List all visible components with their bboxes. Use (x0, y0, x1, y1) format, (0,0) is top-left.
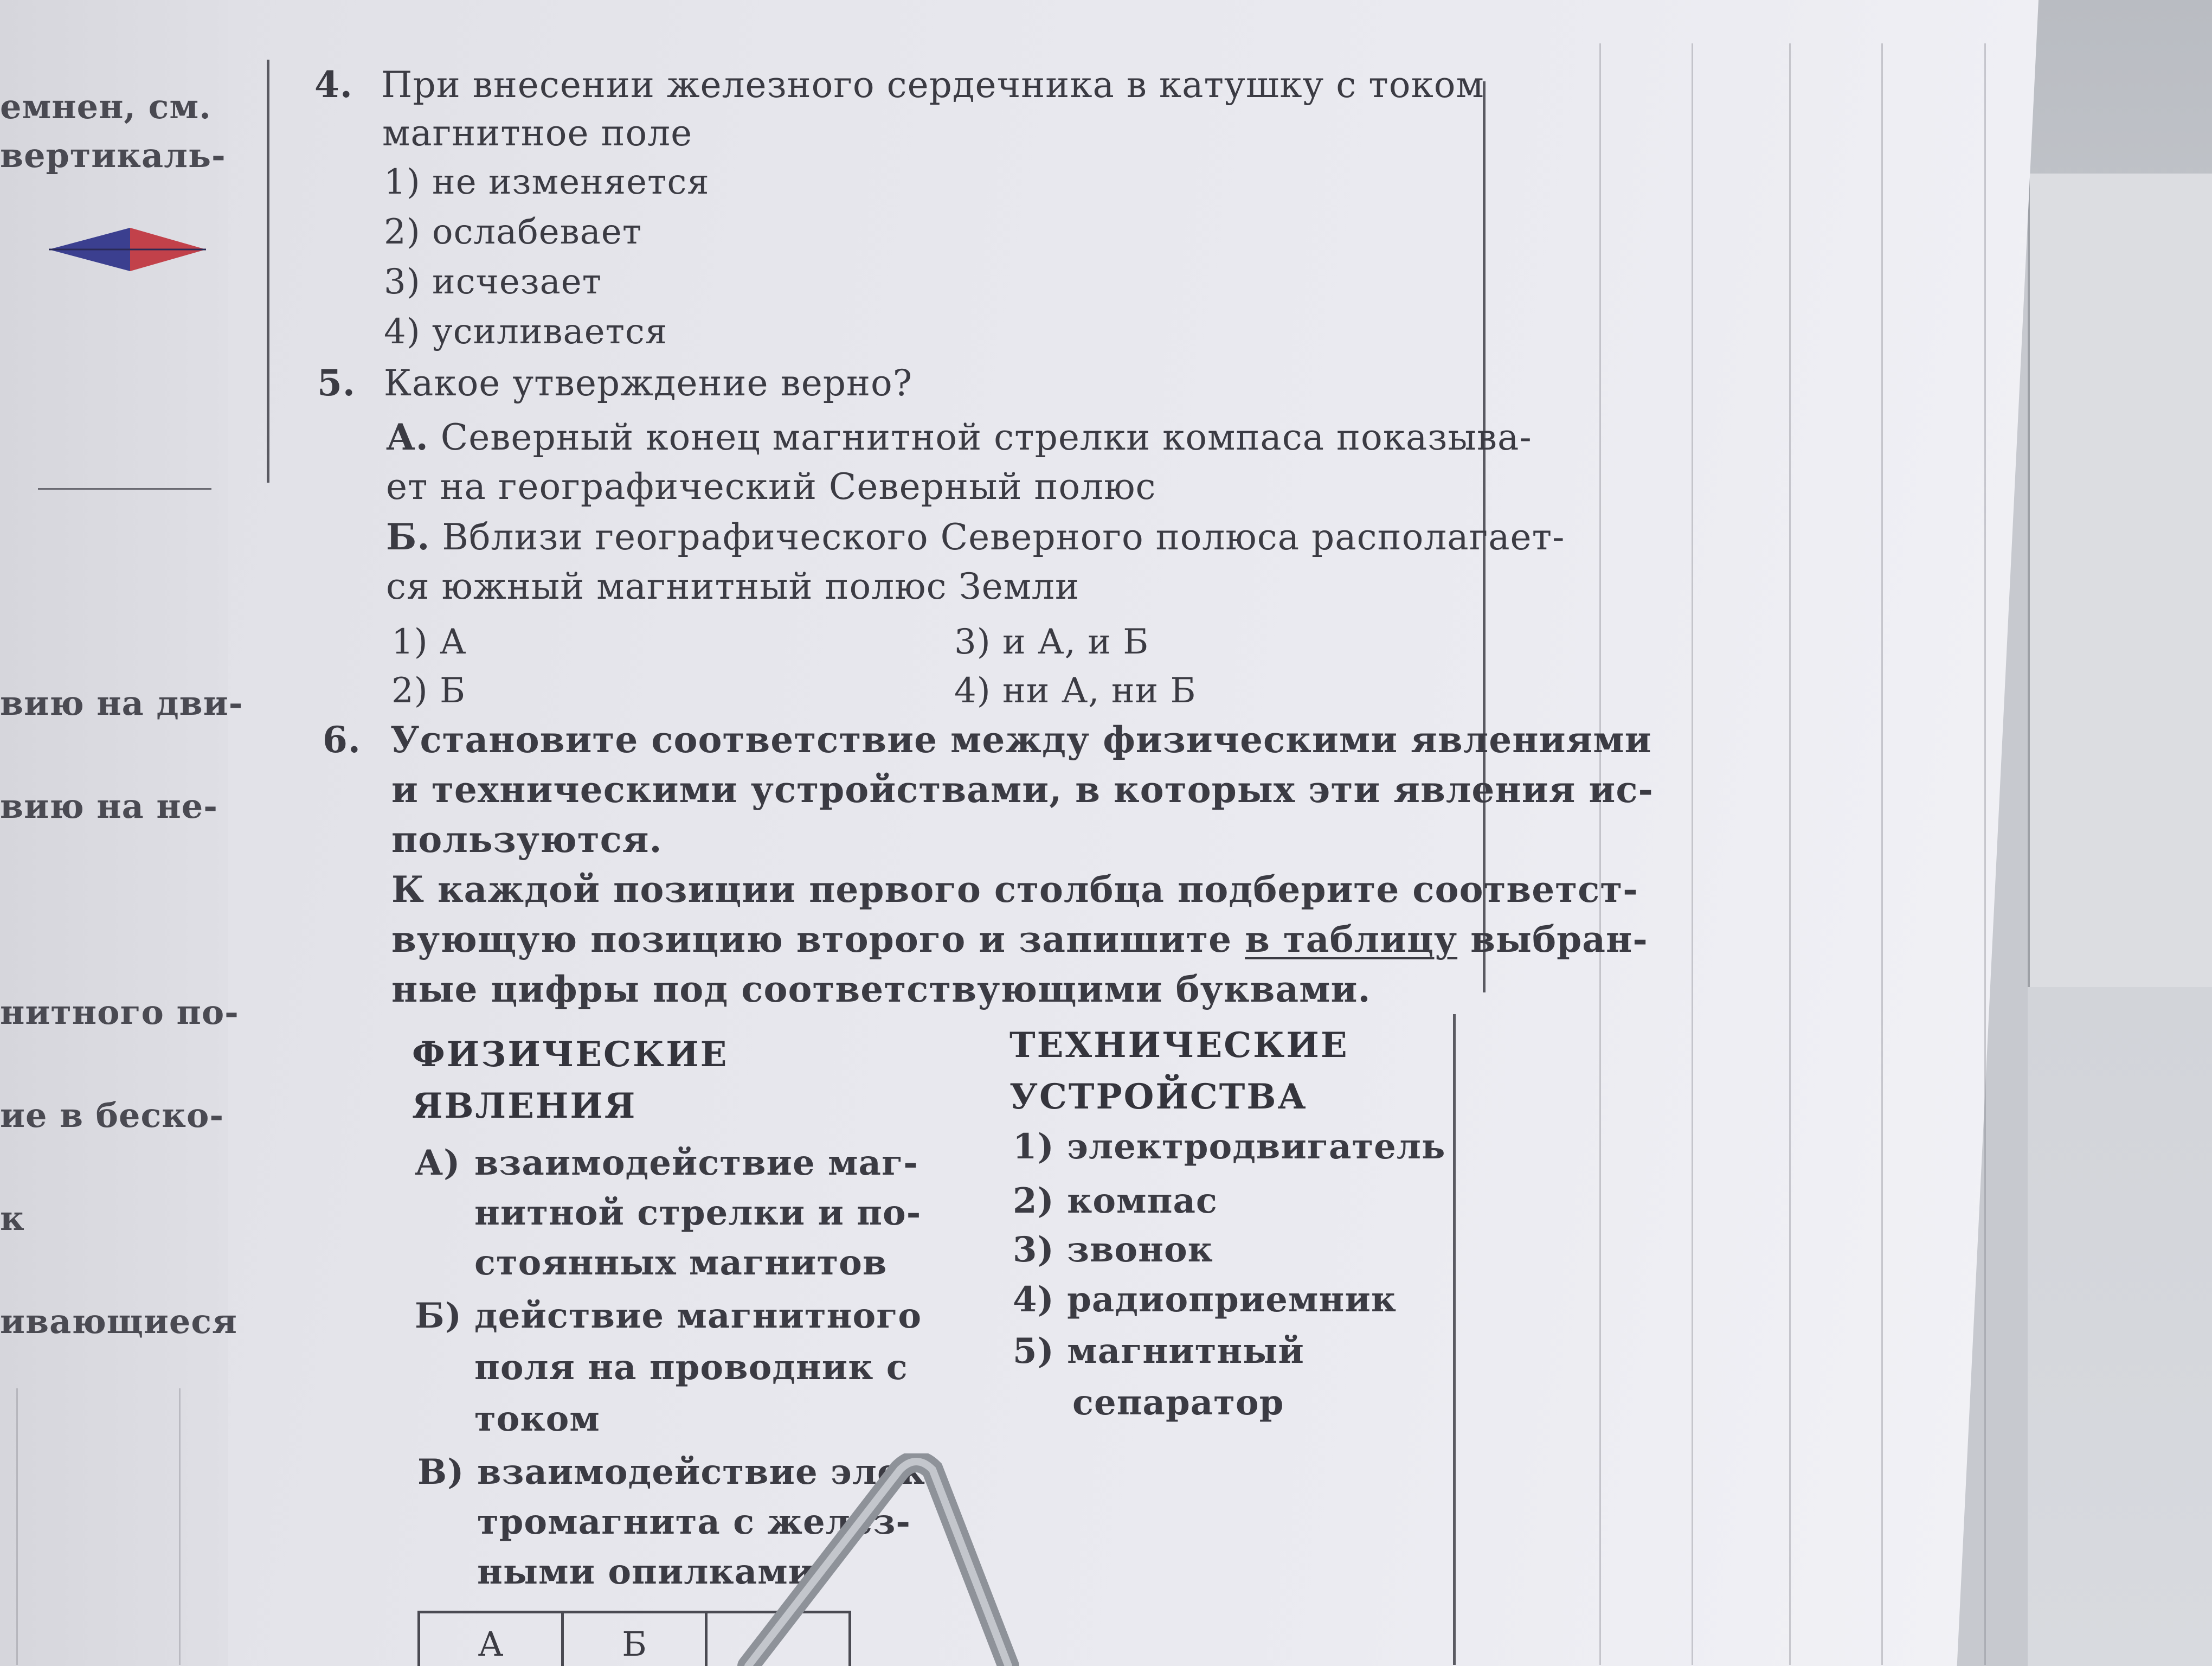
q6-line2: и техническими устройствами, в которых эти явления ис- (391, 768, 1654, 811)
page-fold-line (267, 60, 269, 483)
device-item: 1) электродвигатель (1013, 1126, 1446, 1167)
device-item: 2) компас (1013, 1181, 1218, 1221)
grid-line (1692, 43, 1693, 1665)
grid-line (1599, 43, 1601, 1665)
instruction-text: вующую позицию второго и запишите (391, 918, 1245, 960)
phenomenon-text: взаимодействие маг- (474, 1143, 918, 1183)
q6-instruction-1: К каждой позиции первого столбца подберите соответст- (391, 868, 1638, 911)
phenomenon-text: ными опилками (477, 1552, 815, 1592)
q5-statement-b-cont: ся южный магнитный полюс Земли (386, 566, 1079, 607)
grid-line (1984, 43, 1986, 1665)
grid-line (1881, 43, 1883, 1665)
compass-needle-icon (49, 217, 211, 282)
grid-line (179, 1388, 181, 1665)
phenomenon-label: Б) (415, 1296, 462, 1336)
q4-option: 2) ослабевает (384, 212, 642, 252)
devices-heading-2: УСТРОЙСТВА (1009, 1077, 1308, 1117)
grid-line (1789, 43, 1791, 1665)
grid-line (16, 1388, 18, 1665)
statement-b-text: Вблизи географического Северного полюса располагает- (442, 516, 1565, 558)
instruction-text: выбран- (1457, 918, 1648, 960)
q5-number: 5. (317, 362, 356, 404)
q4-option: 3) исчезает (384, 262, 602, 302)
q4-option: 1) не изменяется (384, 162, 710, 202)
phenomenon-label: А) (415, 1143, 461, 1183)
phenomenon-text: взаимодействие элек- (477, 1452, 941, 1492)
phenomena-heading-1: ФИЗИЧЕСКИЕ (412, 1034, 729, 1075)
phenomenon-text: поля на проводник с (474, 1347, 908, 1388)
instruction-underlined: в таблицу (1245, 918, 1458, 960)
paper-clip-icon (737, 1453, 1019, 1666)
q5-option: 4) ни А, ни Б (954, 671, 1197, 711)
statement-a-text: Северный конец магнитной стрелки компаса показыва- (440, 416, 1532, 458)
left-page-divider (38, 488, 211, 490)
q5-statement-a-cont: ет на географический Северный полюс (386, 466, 1156, 508)
device-item: 5) магнитный (1013, 1331, 1304, 1372)
q6-instruction-2 (391, 914, 1648, 964)
device-item: сепаратор (1072, 1382, 1284, 1423)
q5-option: 2) Б (391, 671, 466, 711)
q6-line1 (323, 715, 1652, 765)
q6-text: Установите соответствие между физическими явлениями (390, 719, 1652, 761)
background-object (2028, 174, 2212, 987)
left-page-fragment: ие в беско- (0, 1095, 224, 1135)
right-margin-line-lower (1453, 1014, 1456, 1665)
left-page-fragment: емнен, см. (0, 87, 211, 126)
q6-number: 6. (323, 719, 361, 761)
q5-statement-b (386, 512, 1565, 562)
q6-instruction-3: ные цифры под соответствующими буквами. (391, 968, 1371, 1010)
answer-table-header: А (419, 1612, 563, 1666)
phenomenon-text: действие магнитного (474, 1296, 922, 1336)
phenomenon-text: тромагнита с желез- (477, 1502, 911, 1542)
phenomenon-text: током (474, 1399, 600, 1439)
q5-text: Какое утверждение верно? (383, 362, 913, 404)
q6-line3: пользуются. (391, 818, 663, 861)
statement-a-label: А. (386, 416, 429, 458)
devices-heading-1: ТЕХНИЧЕСКИЕ (1009, 1025, 1349, 1066)
left-page-fragment: вию на не- (0, 786, 218, 826)
left-page-fragment: нитного по- (0, 992, 239, 1032)
left-page-fragment: вию на дви- (0, 683, 243, 723)
q4-number: 4. (314, 63, 353, 106)
q5-line (317, 358, 912, 408)
left-page-fragment: ивающиеся (0, 1302, 237, 1341)
q4-text: При внесении железного сердечника в катушку с током (381, 64, 1484, 106)
answer-table-header: Б (563, 1612, 706, 1666)
q4-option: 4) усиливается (384, 312, 668, 352)
q5-option: 3) и А, и Б (954, 622, 1149, 662)
device-item: 4) радиоприемник (1013, 1279, 1397, 1320)
phenomenon-label: В) (417, 1452, 465, 1492)
left-page-fragment: к (0, 1199, 25, 1238)
phenomena-heading-2: ЯВЛЕНИЯ (412, 1086, 637, 1126)
q5-option: 1) А (391, 622, 467, 662)
q4-line2: магнитное поле (382, 112, 693, 154)
q4-line1 (314, 60, 1484, 110)
phenomenon-text: стоянных магнитов (474, 1242, 888, 1283)
device-item: 3) звонок (1013, 1229, 1213, 1270)
q5-statement-a (386, 412, 1532, 463)
phenomenon-text: нитной стрелки и по- (474, 1193, 922, 1233)
left-page-fragment: вертикаль- (0, 136, 226, 175)
statement-b-label: Б. (386, 516, 430, 558)
